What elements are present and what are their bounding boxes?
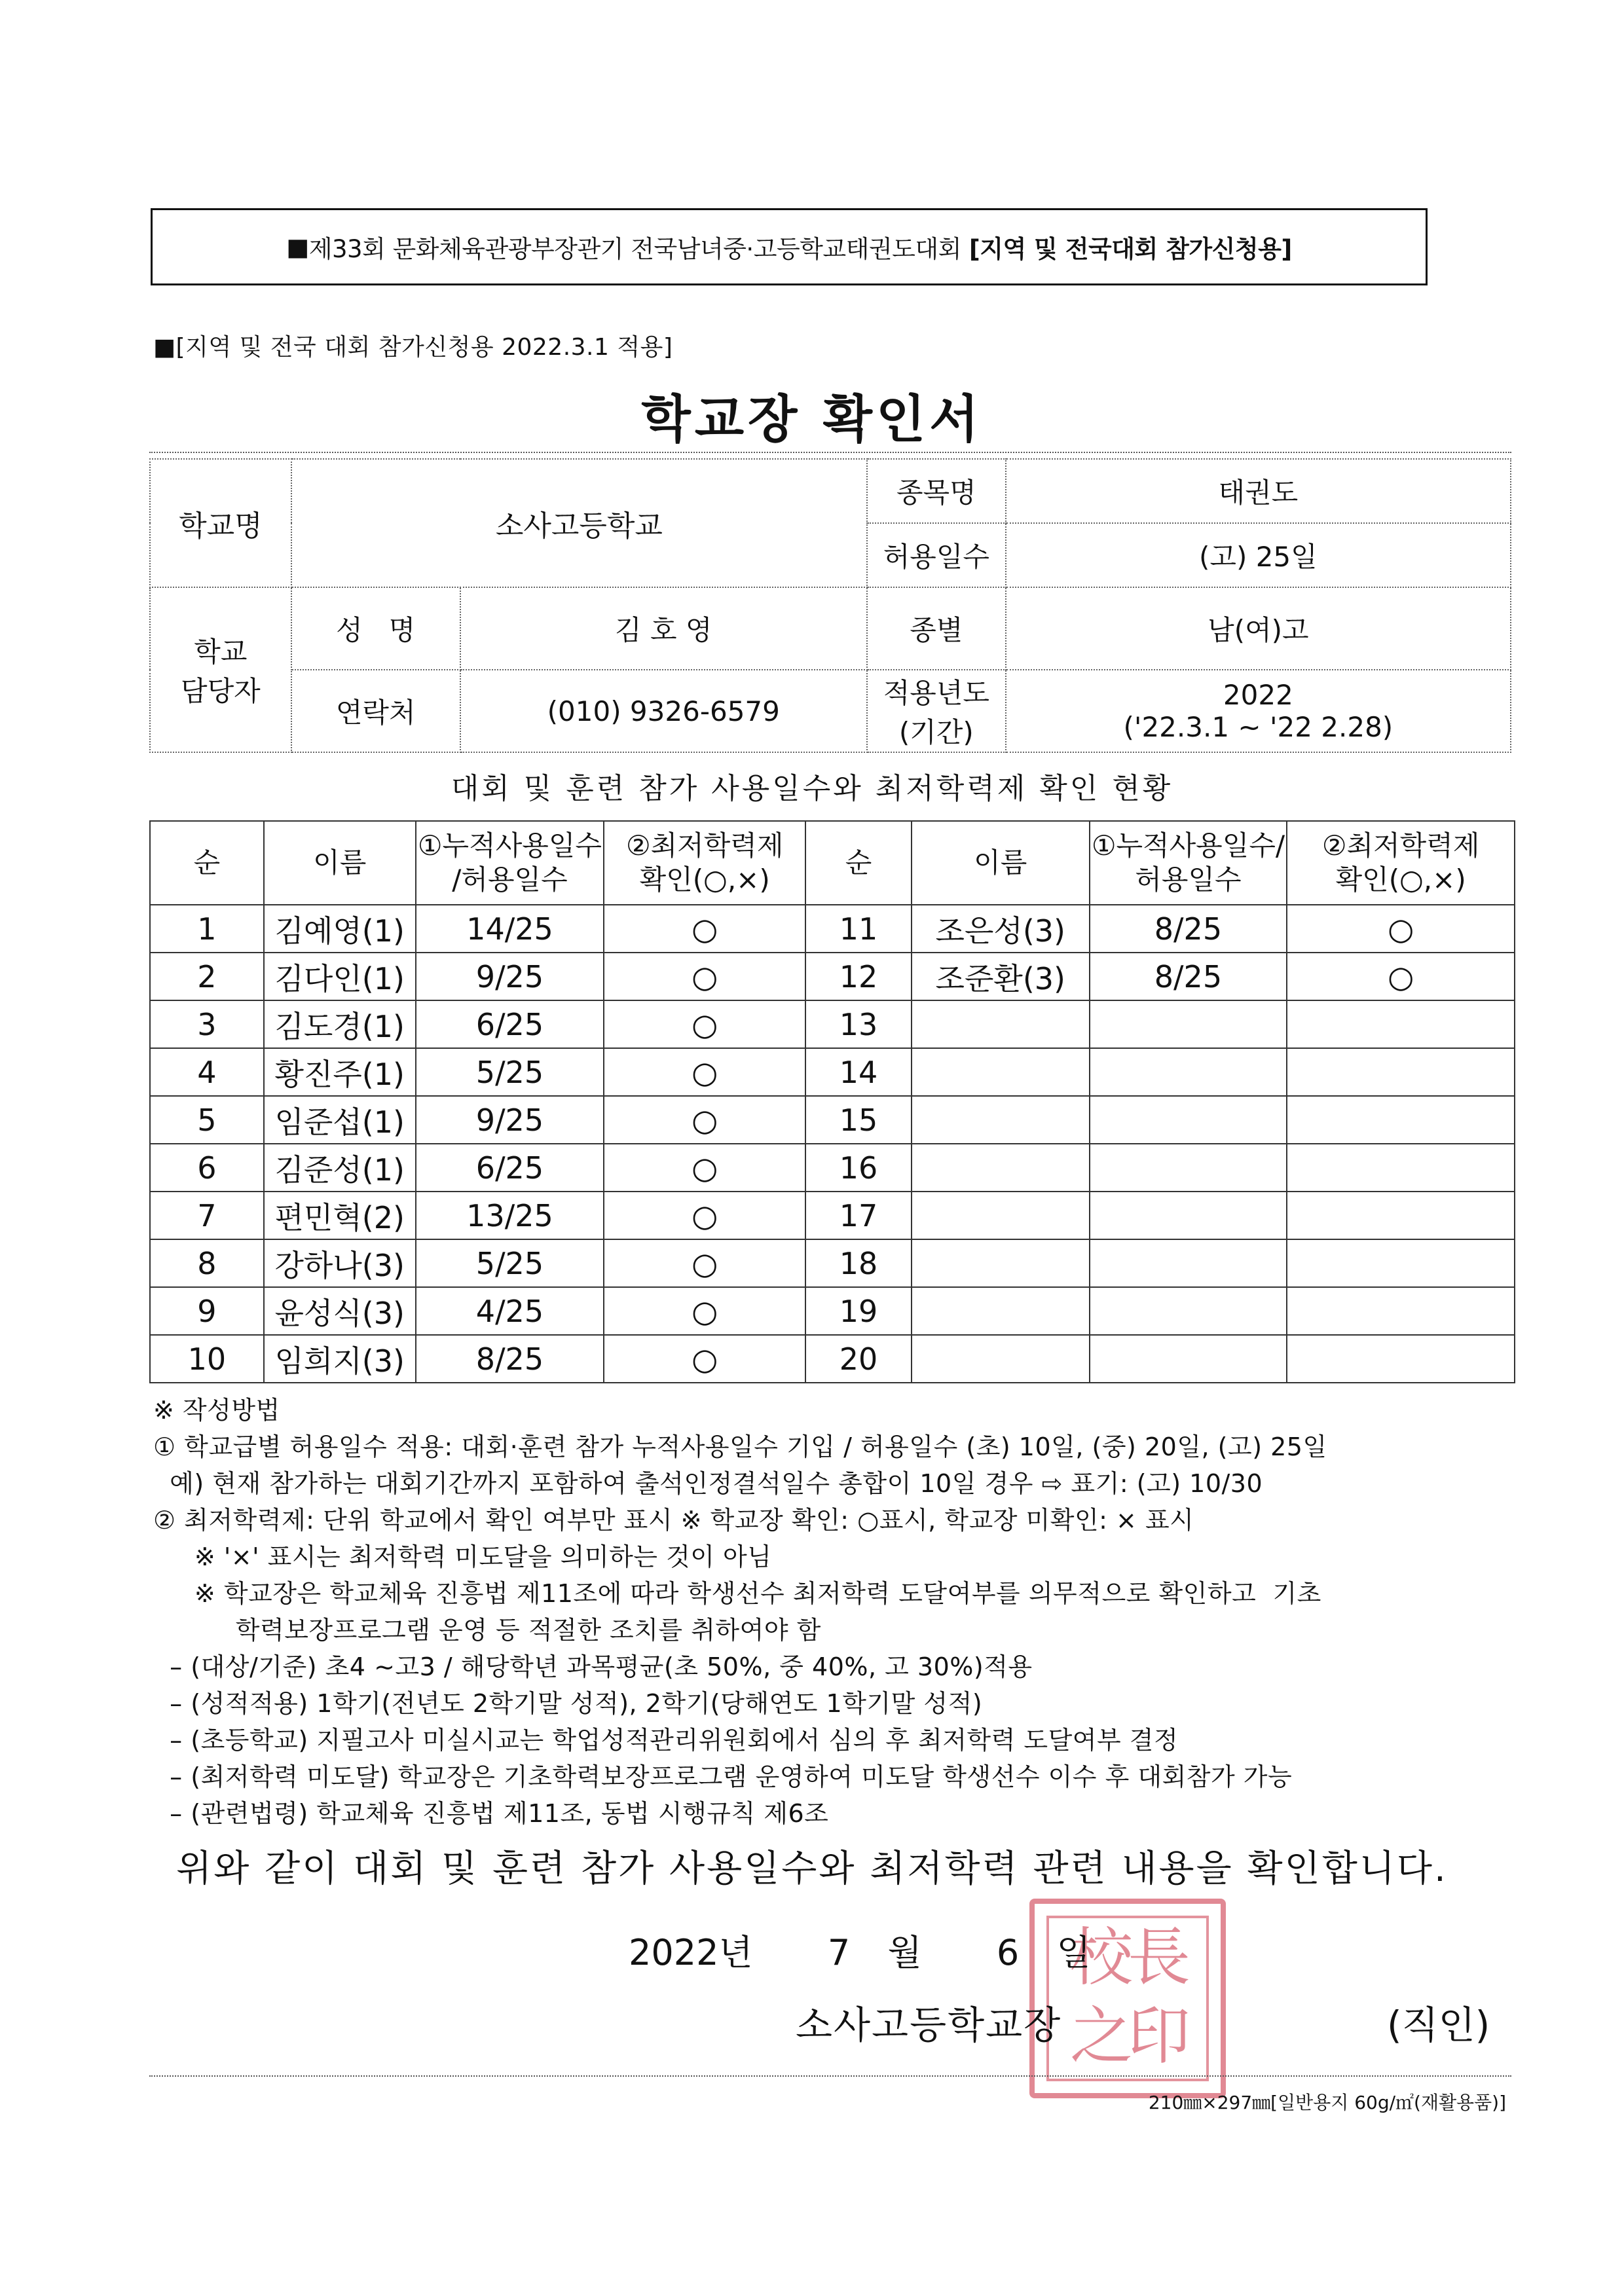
signature-date: 2022년 7 월 6 일	[629, 1932, 1091, 1973]
cell-min: ○	[604, 1096, 805, 1144]
cell-seq: 11	[805, 905, 912, 953]
year-value	[1006, 670, 1511, 752]
cell-name: 임희지(3)	[264, 1335, 416, 1383]
cell-seq: 12	[805, 953, 912, 1000]
cell-seq: 4	[150, 1048, 264, 1096]
divider	[149, 452, 1511, 453]
note-line: 예) 현재 참가하는 대회기간까지 포함하여 출석인정결석일수 총합이 10일 경우 ⇨ 표기: (고) 10/30	[153, 1469, 1263, 1498]
cell-name	[912, 1287, 1090, 1335]
note-line: – (성적적용) 1학기(전년도 2학기말 성적), 2학기(당해연도 1학기말 성적)	[153, 1689, 983, 1718]
cell-name: 임준섭(1)	[264, 1096, 416, 1144]
col-used-line2: /허용일수	[452, 864, 568, 896]
cell-min	[1287, 1239, 1515, 1287]
note-line: – (관련법령) 학교체육 진흥법 제11조, 동법 시행규칙 제6조	[153, 1799, 829, 1828]
cell-name	[912, 1335, 1090, 1383]
cell-min: ○	[604, 905, 805, 953]
col-seq: 순	[150, 821, 264, 905]
year-label-line1: 적용년도	[883, 677, 989, 709]
cell-seq: 5	[150, 1096, 264, 1144]
cell-used	[1090, 1096, 1287, 1144]
cell-seq: 15	[805, 1096, 912, 1144]
seal-stamp-graphic: 校長 之印	[1046, 1916, 1209, 2081]
instructions	[153, 1392, 1515, 1832]
cell-seq: 9	[150, 1287, 264, 1335]
cell-used: 13/25	[416, 1192, 604, 1239]
note-line: ※ '×' 표시는 최저학력 미도달을 의미하는 것이 아님	[153, 1542, 772, 1571]
cell-min: ○	[604, 1239, 805, 1287]
table-row	[150, 1048, 1515, 1096]
cell-min	[1287, 1335, 1515, 1383]
cell-min: ○	[604, 953, 805, 1000]
manager-label-line2: 담당자	[181, 675, 261, 707]
col-used	[416, 821, 604, 905]
cell-min	[1287, 1192, 1515, 1239]
cell-used	[1090, 1239, 1287, 1287]
cell-name: 조은성(3)	[912, 905, 1090, 953]
cell-seq: 13	[805, 1000, 912, 1048]
note-line: – (최저학력 미도달) 학교장은 기초학력보장프로그램 운영하여 미도달 학생선수 이수 후 대회참가 가능	[153, 1762, 1293, 1791]
table-row	[150, 1192, 1515, 1239]
page-title: 학교장 확인서	[641, 390, 983, 449]
cell-used: 9/25	[416, 953, 604, 1000]
cell-seq: 19	[805, 1287, 912, 1335]
cell-min: ○	[604, 1335, 805, 1383]
cell-min: ○	[604, 1048, 805, 1096]
note-line: ① 학교급별 허용일수 적용: 대회·훈련 참가 누적사용일수 기입 / 허용일수 (초) 10일, (중) 20일, (고) 25일	[153, 1432, 1327, 1461]
cell-used	[1090, 1144, 1287, 1192]
roster-table	[149, 820, 1515, 1383]
note-line: – (초등학교) 지필고사 미실시교는 학업성적관리위원회에서 심의 후 최저학력 도달여부 결정	[153, 1726, 1179, 1755]
type-label: 종별	[867, 587, 1006, 670]
table-row	[150, 1000, 1515, 1048]
school-label: 학교명	[150, 459, 291, 587]
cell-min	[1287, 1000, 1515, 1048]
cell-used: 5/25	[416, 1239, 604, 1287]
col-min	[604, 821, 805, 905]
cell-name	[912, 1048, 1090, 1096]
cell-name	[912, 1192, 1090, 1239]
cell-used	[1090, 1335, 1287, 1383]
cell-name: 김예영(1)	[264, 905, 416, 953]
school-value: 소사고등학교	[291, 459, 867, 587]
cell-seq: 17	[805, 1192, 912, 1239]
cell-used	[1090, 1048, 1287, 1096]
note-line: ※ 작성방법	[153, 1396, 280, 1425]
table-row	[150, 1096, 1515, 1144]
cell-used: 4/25	[416, 1287, 604, 1335]
name-label: 성 명	[291, 587, 460, 670]
cell-seq: 20	[805, 1335, 912, 1383]
contact-value: (010) 9326-6579	[460, 670, 867, 752]
table-row	[150, 1335, 1515, 1383]
cell-name	[912, 1144, 1090, 1192]
note-line: – (대상/기준) 초4 ~고3 / 해당학년 과목평균(초 50%, 중 40%, 고 30%)적용	[153, 1652, 1033, 1681]
cell-used	[1090, 1000, 1287, 1048]
cell-name: 편민혁(2)	[264, 1192, 416, 1239]
col-min-line2: 확인(○,×)	[639, 864, 770, 896]
contact-label: 연락처	[291, 670, 460, 752]
table-row	[150, 1239, 1515, 1287]
cell-name: 윤성식(3)	[264, 1287, 416, 1335]
cell-used: 6/25	[416, 1000, 604, 1048]
col-used-right-line1: ①누적사용일수/	[1091, 829, 1285, 862]
col-name: 이름	[264, 821, 416, 905]
cell-name: 강하나(3)	[264, 1239, 416, 1287]
cell-min	[1287, 1144, 1515, 1192]
cell-seq: 1	[150, 905, 264, 953]
confirmation-statement: 위와 같이 대회 및 훈련 참가 사용일수와 최저학력 관련 내용을 확인합니다.	[176, 1848, 1448, 1890]
table-row	[150, 1144, 1515, 1192]
cell-name: 김다인(1)	[264, 953, 416, 1000]
banner-mark: ■	[286, 232, 309, 261]
cell-seq: 18	[805, 1239, 912, 1287]
cell-seq: 8	[150, 1239, 264, 1287]
cell-min: ○	[604, 1000, 805, 1048]
col-min-right	[1287, 821, 1515, 905]
cell-min	[1287, 1048, 1515, 1096]
cell-used: 8/25	[416, 1335, 604, 1383]
cell-used: 6/25	[416, 1144, 604, 1192]
cell-name: 황진주(1)	[264, 1048, 416, 1096]
cell-used	[1090, 1192, 1287, 1239]
year-value-line2: ('22.3.1 ~ '22 2.28)	[1123, 711, 1393, 743]
cell-seq: 7	[150, 1192, 264, 1239]
cell-used: 5/25	[416, 1048, 604, 1096]
banner-text: 제33회 문화체육관광부장관기 전국남녀중·고등학교태권도대회	[308, 235, 961, 263]
cell-min: ○	[604, 1144, 805, 1192]
cell-used: 8/25	[1090, 953, 1287, 1000]
cell-min: ○	[1287, 905, 1515, 953]
cell-min: ○	[604, 1192, 805, 1239]
cell-used: 8/25	[1090, 905, 1287, 953]
manager-label-line1: 학교	[194, 636, 248, 668]
cell-seq: 2	[150, 953, 264, 1000]
cell-min: ○	[604, 1287, 805, 1335]
cell-name	[912, 1239, 1090, 1287]
cell-seq: 6	[150, 1144, 264, 1192]
paper-spec: 210㎜×297㎜[일반용지 60g/㎡(재활용품)]	[1148, 2092, 1506, 2113]
cell-min: ○	[1287, 953, 1515, 1000]
cell-min	[1287, 1096, 1515, 1144]
event-value: 태권도	[1006, 459, 1511, 523]
cell-seq: 10	[150, 1335, 264, 1383]
col-min-right-line2: 확인(○,×)	[1335, 864, 1466, 896]
cell-used: 14/25	[416, 905, 604, 953]
col-min-right-line1: ②최저학력제	[1321, 829, 1480, 862]
school-head: 소사고등학교장	[796, 2003, 1062, 2047]
bottom-divider	[149, 2075, 1511, 2077]
col-used-right	[1090, 821, 1287, 905]
cell-seq: 16	[805, 1144, 912, 1192]
col-used-line1: ①누적사용일수	[417, 829, 602, 862]
year-label	[867, 670, 1006, 752]
col-min-line1: ②최저학력제	[625, 829, 784, 862]
type-value: 남(여)고	[1006, 587, 1511, 670]
cell-used	[1090, 1287, 1287, 1335]
cell-seq: 14	[805, 1048, 912, 1096]
note-line: ② 최저학력제: 단위 학교에서 확인 여부만 표시 ※ 학교장 확인: ○표시, 학교장 미확인: × 표시	[153, 1506, 1194, 1535]
col-seq-right: 순	[805, 821, 912, 905]
cell-name: 김도경(1)	[264, 1000, 416, 1048]
note-line: ※ 학교장은 학교체육 진흥법 제11조에 따라 학생선수 최저학력 도달여부를 의무적으로 확인하고 기초	[153, 1579, 1321, 1608]
cell-name	[912, 1000, 1090, 1048]
cell-name: 김준성(1)	[264, 1144, 416, 1192]
event-banner	[151, 208, 1428, 285]
days-label: 허용일수	[867, 523, 1006, 587]
year-label-line2: (기간)	[898, 716, 974, 748]
status-title: 대회 및 훈련 참가 사용일수와 최저학력제 확인 현황	[451, 772, 1173, 805]
banner-bracket: [지역 및 전국대회 참가신청용]	[969, 235, 1292, 263]
table-row	[150, 953, 1515, 1000]
days-value: (고) 25일	[1006, 523, 1511, 587]
col-name-right: 이름	[912, 821, 1090, 905]
seal-label: (직인)	[1387, 2003, 1490, 2047]
cell-name: 조준환(3)	[912, 953, 1090, 1000]
form-subtitle: ■[지역 및 전국 대회 참가신청용 2022.3.1 적용]	[153, 334, 673, 361]
name-value: 김 호 영	[460, 587, 867, 670]
cell-name	[912, 1096, 1090, 1144]
info-table	[149, 458, 1511, 753]
table-row	[150, 1287, 1515, 1335]
note-line: 학력보장프로그램 운영 등 적절한 조치를 취하여야 함	[153, 1616, 821, 1645]
table-row	[150, 905, 1515, 953]
manager-label	[150, 587, 291, 752]
year-value-line1: 2022	[1223, 679, 1293, 711]
cell-used: 9/25	[416, 1096, 604, 1144]
event-label: 종목명	[867, 459, 1006, 523]
cell-min	[1287, 1287, 1515, 1335]
col-used-right-line2: 허용일수	[1135, 864, 1242, 896]
cell-seq: 3	[150, 1000, 264, 1048]
